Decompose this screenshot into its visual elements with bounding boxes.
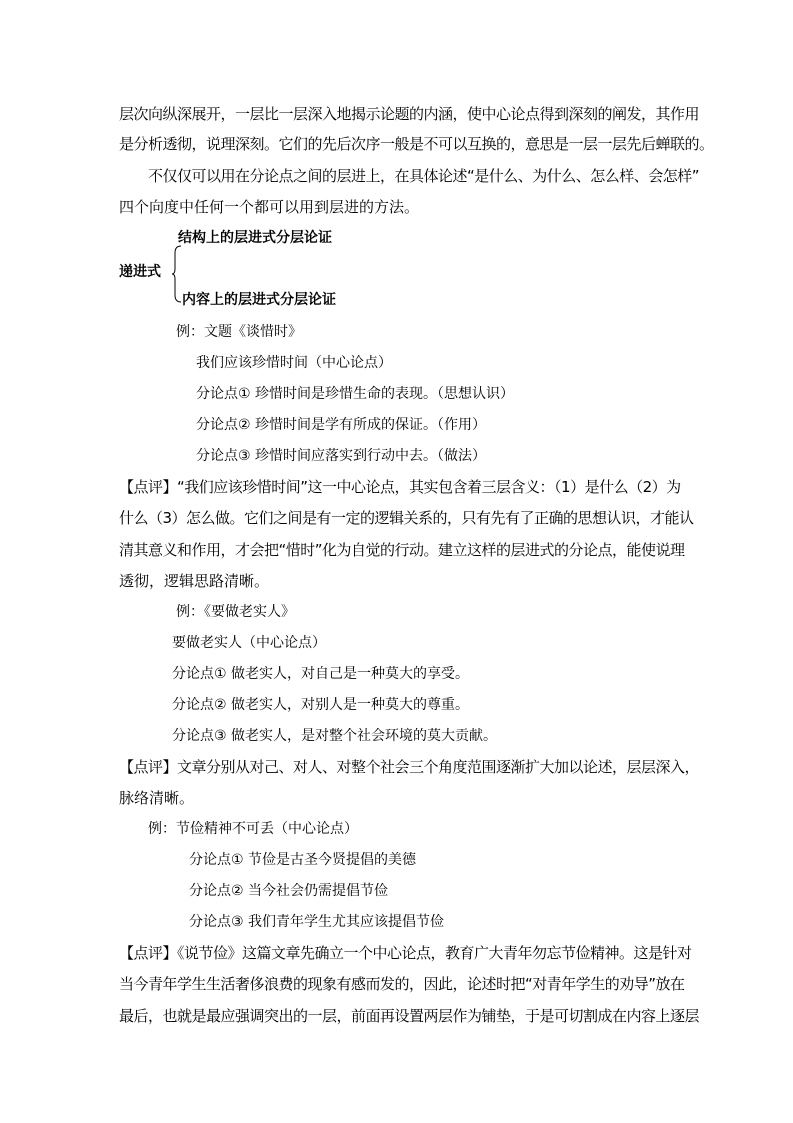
brace-icon [172,245,182,303]
comment-line: 清其意义和作用，才会把“惜时”化为自觉的行动。建立这样的层进式的分论点，能使说理 [119,541,685,559]
comment-line: 【点评】“我们应该珍惜时间”这一中心论点，其实包含着三层含义：（1）是什么（2）为 [119,478,681,496]
comment-line: 【点评】《说节俭》这篇文章先确立一个中心论点，教育广大青年勿忘节俭精神。这是针对 [119,944,692,962]
comment-line: 最后，也就是最应强调突出的一层，前面再设置两层作为铺垫，于是可切割成在内容上逐层 [119,1007,700,1025]
comment-line: 当今青年学生生活奢侈浪费的现象有感而发的，因此，论述时把“对青年学生的劝导”放在 [119,975,685,993]
sub-argument: 分论点① 珍惜时间是珍惜生命的表现。（思想认识） [196,386,514,402]
diagram-branch-top: 结构上的层进式分层论证 [178,230,332,246]
diagram-branch-bottom: 内容上的层进式分层论证 [182,292,336,308]
central-argument: 要做老实人（中心论点） [172,635,326,651]
comment-line: 透彻，逻辑思路清晰。 [119,572,270,590]
sub-argument: 分论点② 当今社会仍需提倡节俭 [189,883,389,899]
example-title: 例：《要做老实人》 [176,604,295,620]
central-argument: 我们应该珍惜时间（中心论点） [196,355,392,371]
comment-line: 脉络清晰。 [119,789,195,807]
example-title: 例：文题《谈惜时》 [176,324,302,340]
sub-argument: 分论点③ 我们青年学生尤其应该提倡节俭 [189,914,444,930]
sub-argument: 分论点② 珍惜时间是学有所成的保证。（作用） [196,417,486,433]
diagram-label: 递进式 [119,264,161,280]
sub-argument: 分论点③ 做老实人，是对整个社会环境的莫大贡献。 [172,728,497,744]
paragraph-line: 层次向纵深展开，一层比一层深入地揭示论题的内涵，使中心论点得到深刻的阐发，其作用 [119,105,700,123]
comment-line: 什么（3）怎么做。它们之间是有一定的逻辑关系的，只有先有了正确的思想认识，才能认 [119,509,694,527]
paragraph-line: 是分析透彻，说理深刻。它们的先后次序一般是不可以互换的，意思是一层一层先后蝉联的。 [119,135,714,153]
sub-argument: 分论点③ 珍惜时间应落实到行动中去。（做法） [196,448,486,464]
paragraph-line: 不仅仅可以用在分论点之间的层进上，在具体论述“是什么、为什么、怎么样、会怎样” [148,167,700,185]
sub-argument: 分论点① 做老实人，对自己是一种莫大的享受。 [172,666,469,682]
example-title: 例：节俭精神不可丢（中心论点） [148,821,358,837]
sub-argument: 分论点② 做老实人，对别人是一种莫大的尊重。 [172,697,469,713]
comment-line: 【点评】文章分别从对己、对人、对整个社会三个角度范围逐渐扩大加以论述，层层深入， [119,758,700,776]
paragraph-line: 四个向度中任何一个都可以用到层进的方法。 [119,198,420,216]
sub-argument: 分论点① 节俭是古圣今贤提倡的美德 [189,852,417,868]
